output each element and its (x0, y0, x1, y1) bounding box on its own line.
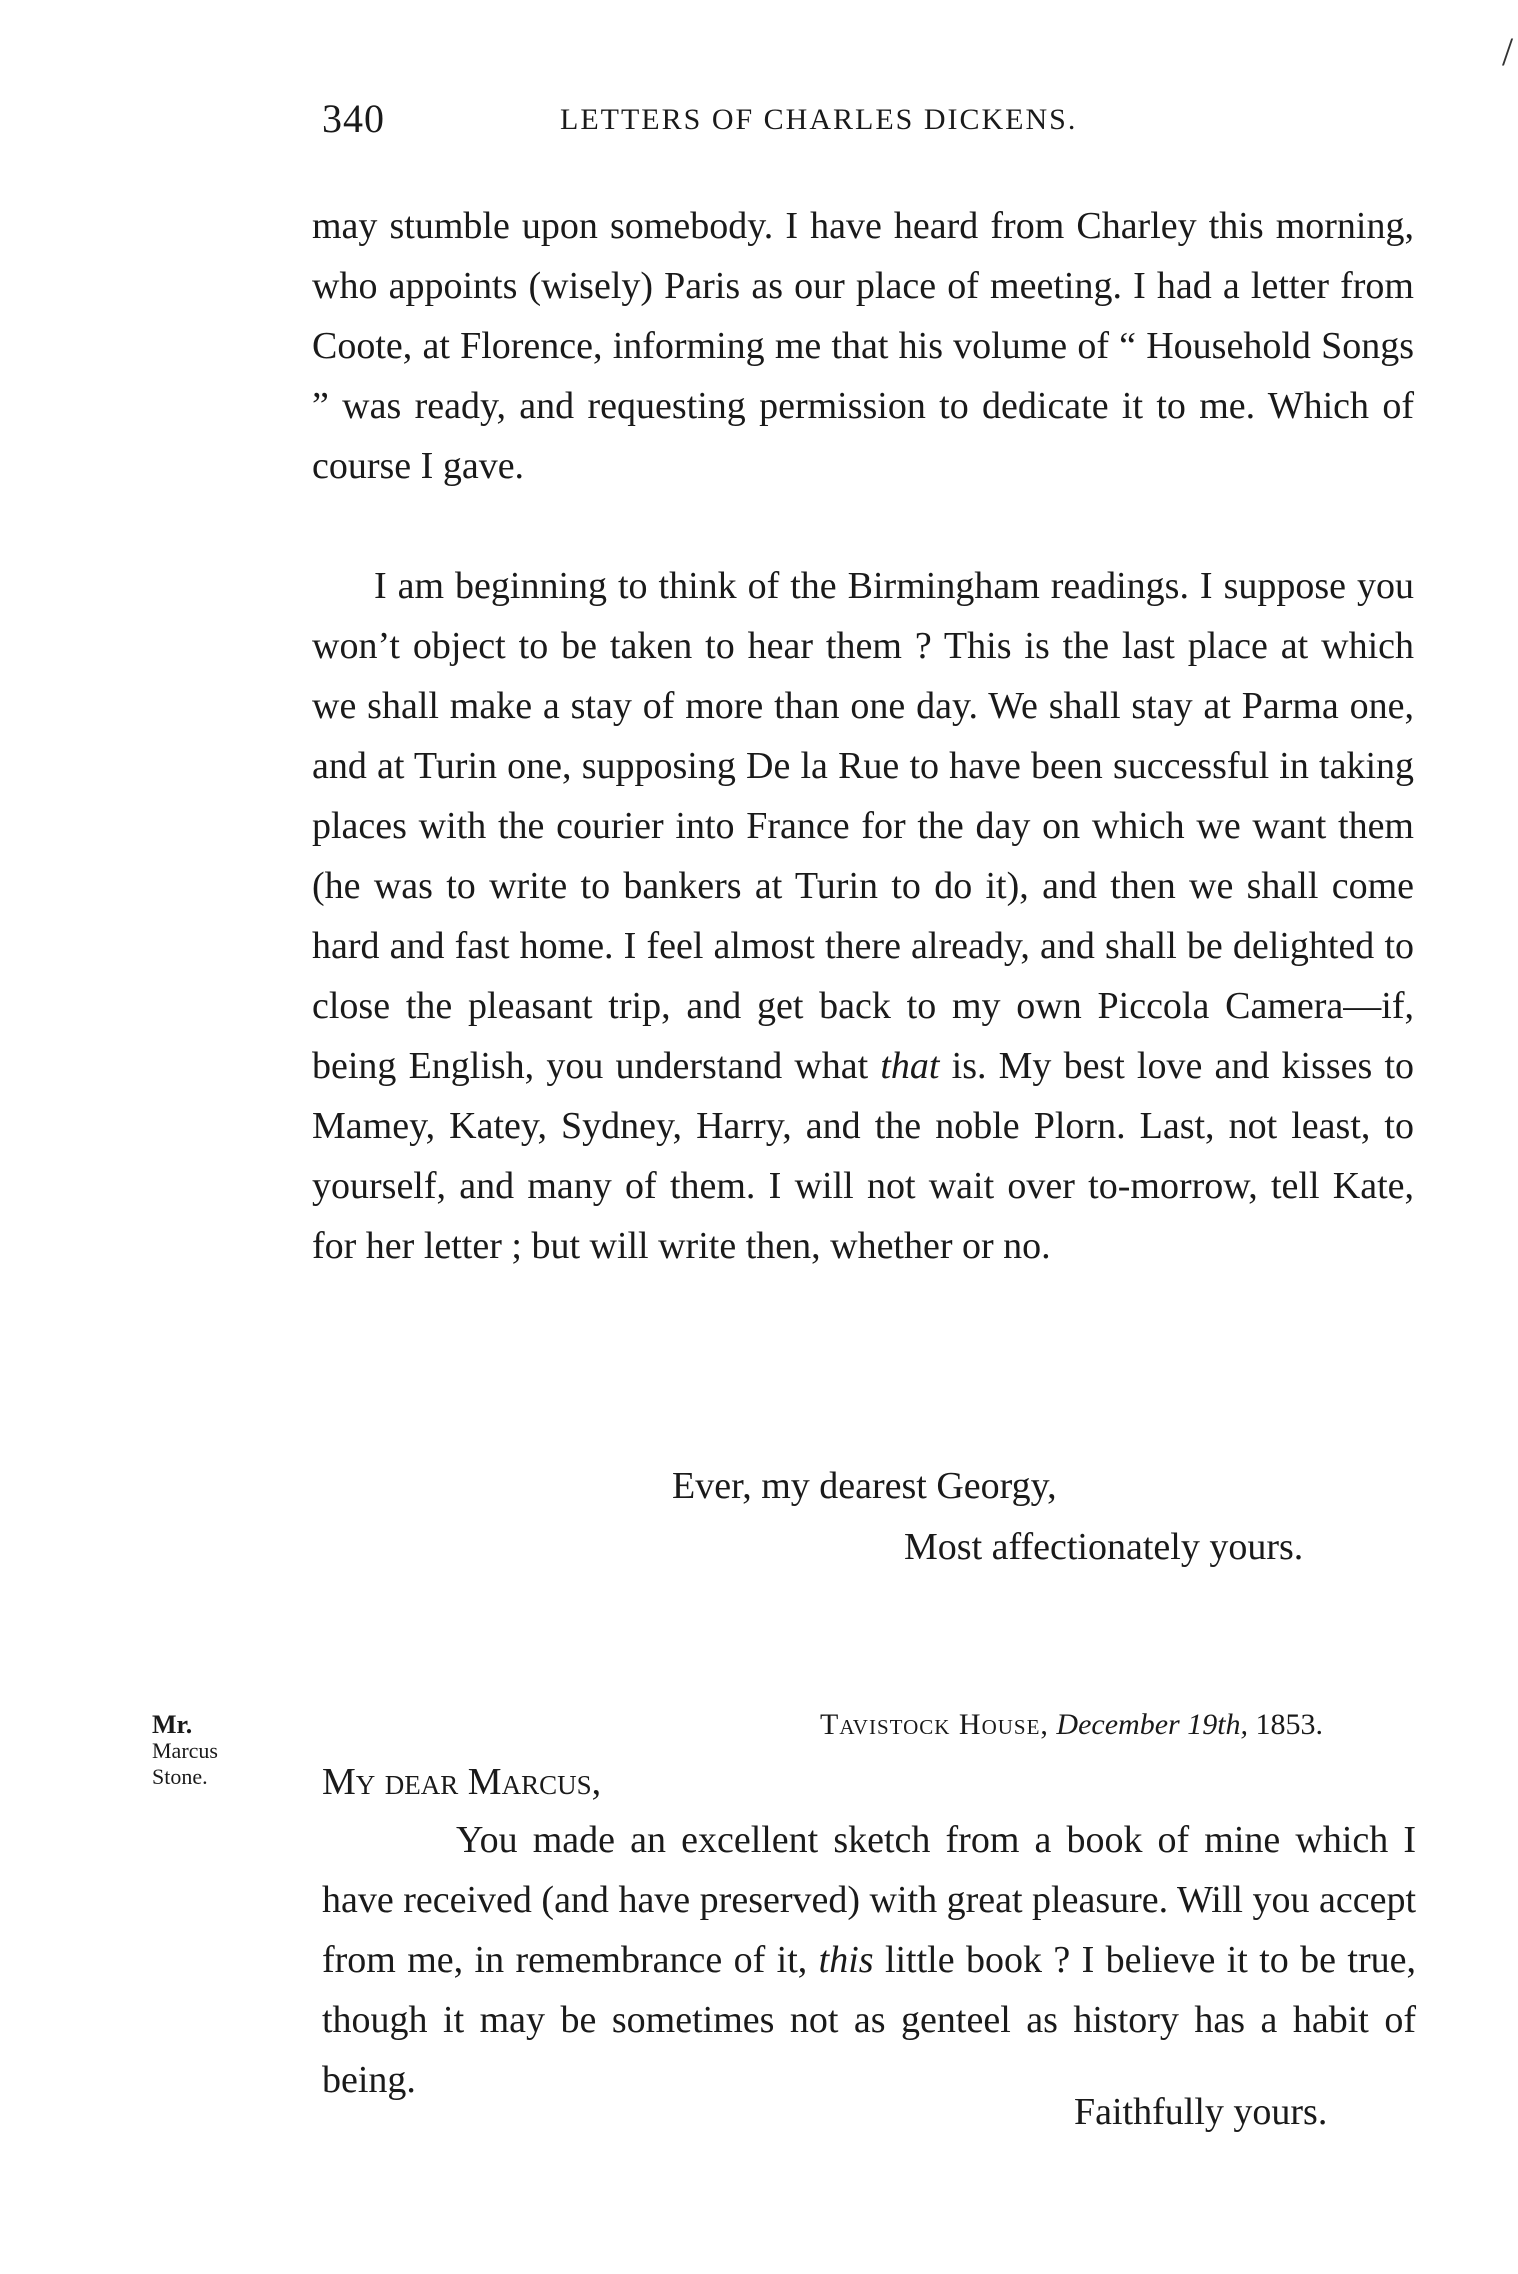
letter2-paragraph (322, 1810, 1416, 2110)
running-head (0, 95, 1518, 155)
running-title: LETTERS OF CHARLES DICKENS. (560, 103, 1078, 136)
margin-note (152, 1712, 292, 1790)
margin-note-line: Marcus (152, 1738, 218, 1763)
letter1-closing-line2: Most affectionately yours. (904, 1526, 1304, 1568)
dateline-year: 1853. (1255, 1708, 1324, 1741)
stray-mark: / (1502, 29, 1514, 74)
letter2-italic: this (818, 1939, 874, 1981)
paragraph2-text-b: is. My best love and kisses to Mamey, Katey, Sydney, Harry, and the noble Plorn. Last, not least, to yourself, and many of them. I will not wait over to-morrow, tell Kate, for her letter ; but will write then, whether or no. (312, 1045, 1415, 1267)
letter2-text-a: You made an excellent sketch from a book of mine which I have received (and have preserved) with great pleasure. Will you accept from me, in remembrance of it, (322, 1819, 1416, 1981)
letter2-dateline (820, 1708, 1323, 1742)
letter2-text-b: little book ? I believe it to be true, though it may be sometimes not as genteel as history has a habit of being. (322, 1939, 1416, 2101)
letter1-closing-line1: Ever, my dearest Georgy, (672, 1465, 1057, 1507)
paragraph2-text-a: I am beginning to think of the Birmingham readings. I suppose you won’t object to be taken to hear them ? This is the last place at which we shall make a stay of more than one day. We shall stay at Parma one, and at Turin one, supposing De la Rue to have been successful in taking places with the courier into France for the day on which we want them (he was to write to bankers at Turin to do it), and then we shall come hard and fast home. I feel almost there already, and shall be delighted to close the pleasant trip, and get back to my own Piccola Camera—if, being English, you understand what (312, 565, 1414, 1087)
letter2-closing: Faithfully yours. (1074, 2091, 1328, 2133)
page-number: 340 (322, 96, 385, 141)
letter2-salutation: My dear Marcus, (322, 1761, 602, 1803)
dateline-date: December 19th, (1056, 1708, 1249, 1741)
paragraph2-italic: that (880, 1045, 940, 1087)
letter1-paragraph1: may stumble upon somebody. I have heard from Charley this morning, who appoints (wisely) Paris as our place of meeting. I had a letter from Coote, at Florence, informing me that his volume of “ Household Songs ” was ready, and requesting permission to dedicate it to me. Which of course I gave. (312, 205, 1414, 487)
dateline-place: Tavistock House, (820, 1708, 1049, 1741)
margin-note-line: Stone. (152, 1764, 208, 1789)
margin-note-line: Mr. (152, 1710, 193, 1739)
letter1-paragraph2 (312, 556, 1414, 1276)
